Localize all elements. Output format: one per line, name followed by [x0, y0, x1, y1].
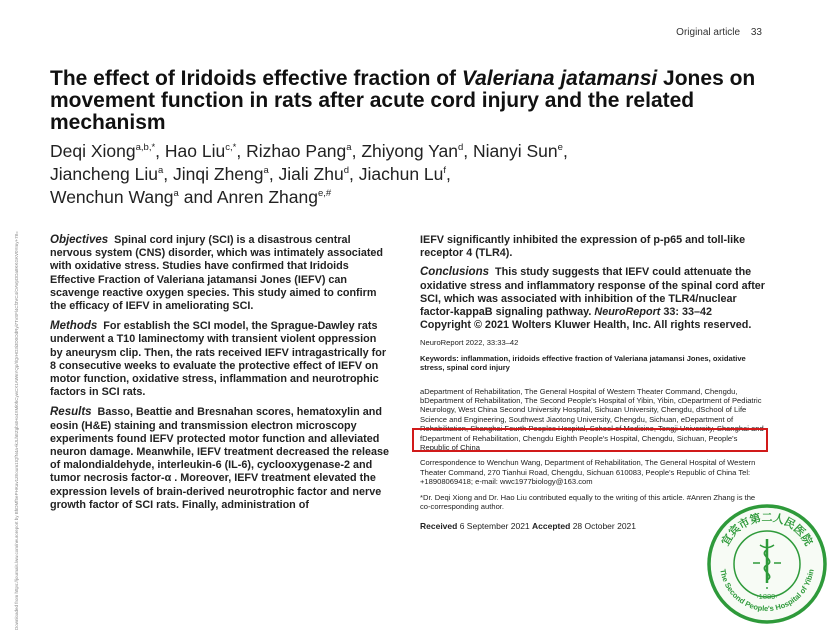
author-affiliation-mark: a [346, 142, 352, 154]
conclusions-text: This study suggests that IEFV could attenuate the oxidative stress and inflammatory response of the spinal cord after SCI, which was associated with inhibition of the TLR4/nuclear factor-kappaB signaling pathway. [420, 266, 765, 319]
keywords: Keywords: inflammation, iridoids effective fraction of Valeriana jatamansi Jones, oxidative stress, spinal cord injury [420, 353, 746, 373]
title-italic: Valeriana jatamansi [461, 67, 658, 90]
conclusions-label: Conclusions [420, 266, 490, 279]
seal-top-text: 宜宾市第二人民医院 [718, 511, 816, 548]
download-note: Downloaded from https://journals.lww.com/neuroreport by BhDMf5ePHKav1zEoum1tQfN4a+kJLhEZgbsIHo4XMi0hCywCX1AWnYQp/IlQrHD3i3D0OdRyi7TvSFl4Cf3VC4/OAVpDDa8KKGKV0Ymy+78= [14, 231, 19, 630]
author: Anren Zhang [216, 187, 318, 207]
results-continued: IEFV significantly inhibited the expression of p-p65 and toll-like receptor 4 (TLR4). [420, 234, 746, 260]
author-affiliation-mark: f [443, 165, 447, 177]
author-affiliation-mark: a [173, 188, 179, 200]
author: Hao Liu [164, 141, 226, 161]
title-part1: The effect of Iridoids effective fraction of [50, 67, 462, 90]
author: Rizhao Pang [246, 141, 347, 161]
author-affiliation-mark: a [158, 165, 164, 177]
correspondence: Correspondence to Wenchun Wang, Department of Rehabilitation, The General Hospital of Western Theater Command, 270 Tianhui Road, Chengdu, Sichuan 610083, People's Republic of China Tel: +18908069418; e-mail: wwc1977biology@163.com [420, 458, 756, 487]
author-affiliation-mark: e,# [318, 188, 332, 200]
methods-paragraph [50, 320, 390, 399]
citation-journal: NeuroReport [594, 306, 661, 319]
objectives-paragraph [50, 234, 390, 313]
footnote: *Dr. Deqi Xiong and Dr. Hao Liu contributed equally to the writing of this article. #Anren Zhang is the co-corresponding author. [420, 492, 756, 512]
results-label: Results [50, 406, 92, 419]
author: Jiancheng Liu [50, 164, 158, 184]
author-affiliation-mark: a [263, 165, 269, 177]
article-title [50, 68, 780, 134]
affiliations: aDepartment of Rehabilitation, The General Hospital of Western Theater Command, Chengdu, bDepartment of Rehabilitation, The Second People's Hospital of Yibin, Yibin, cDepartment of Pediatric Neurology, West China Second University Hospital, Sichuan University, Chengdu, dSchool of Life Science and Engineering, Southwest Jiaotong University, Chengdu, Sichuan, eDepartment of Rehabilitation, Shanghai Fourth Peoples Hospital, School of Medicine, Tongji University, Shanghai and fDepartment of Rehabilitation, Chengdu Eighth People's Hospital, Chengdu, Sichuan, People's Republic of China [420, 386, 764, 453]
objectives-label: Objectives [50, 234, 109, 246]
methods-label: Methods [50, 320, 98, 333]
received-accepted: Received 6 September 2021 Accepted 28 October 2021 [420, 520, 637, 531]
hospital-seal-icon [706, 503, 828, 625]
author: Jiali Zhu [278, 164, 344, 184]
author: Wenchun Wang [50, 187, 174, 207]
citation-rest: 33: 33–42 Copyright © 2021 Wolters Kluwer Health, Inc. All rights reserved. [420, 306, 752, 332]
author-affiliation-mark: c,* [225, 142, 237, 154]
author: Zhiyong Yan [361, 141, 458, 161]
author-affiliation-mark: e [557, 142, 563, 154]
author-affiliation-mark: a,b,* [135, 142, 156, 154]
page-number: 33 [750, 27, 762, 38]
title-part2: Jones on movement function in rats after acute cord injury and the related mechanism [50, 67, 756, 134]
journal-line: NeuroReport 2022, 33:33–42 [420, 338, 519, 348]
results-paragraph [50, 406, 390, 512]
running-header [668, 27, 762, 38]
seal-year: ·1889· [756, 592, 778, 601]
seal-bottom-text: The Second People's Hospital of Yibin [718, 568, 816, 614]
methods-text: For establish the SCI model, the Sprague-Dawley rats underwent a T10 laminectomy with transient violent oppression by aneurysm clip. Then, the rats received IEFV intragastrically for 8 consecutive weeks to evaluate the protective effect of IEFV on motor function, oxidative stress, inflammation and neurotrophic factors in SCI rats. [50, 320, 387, 399]
author: Jiachun Lu [358, 164, 444, 184]
abstract-right-column [420, 234, 765, 537]
objectives-text: Spinal cord injury (SCI) is a disastrous central nervous system (CNS) disorder, which was intimately associated with oxidative stress. Studies have confirmed that Iridoids Effective Fraction of Valeriana jatamansi Jones (IEFV) can scavenge reactive oxygen species. This study aimed to confirm the efficacy of IEFV in ameliorating SCI. [50, 234, 384, 313]
article-type: Original article [676, 27, 741, 38]
conclusions-paragraph [420, 266, 765, 332]
author-affiliation-mark: d [457, 142, 464, 154]
author-affiliation-mark: d [343, 165, 350, 177]
abstract-left-column [50, 234, 390, 519]
author: Deqi Xiong [50, 141, 136, 161]
results-text: Basso, Beattie and Bresnahan scores, hematoxylin and eosin (H&E) staining and transmission electron microscopy experiments found IEFV protected motor function and alleviated neuron damage. Meanwhile, IEFV treatment decreased the release of malondialdehyde, interleukin-6 (IL-6), cyclooxygenase-2 and tumor necrosis factor-α . Moreover, IEFV treatment elevated the expression levels of brain-derived neurotrophic factor and nerve growth factor of SCI rats. Finally, administration of [50, 406, 390, 511]
author: Nianyi Sun [473, 141, 558, 161]
author-list: Deqi Xiong$^{a,b,*}$, Hao Liu$^{c,*}$, Rizhao Pang$^a$, Zhiyong Yan$^d$, Nianyi Sun$^e$, Jiancheng Liu$^a$, Jinqi Zheng$^a$, Jiali Zhu$^d$, Jiachun Lu$^f$, Wenchun Wang$^a$ and Anren Zhang$^{e,\#}$ [50, 141, 568, 207]
highlight-box [412, 428, 768, 452]
author: Jinqi Zheng [173, 164, 264, 184]
